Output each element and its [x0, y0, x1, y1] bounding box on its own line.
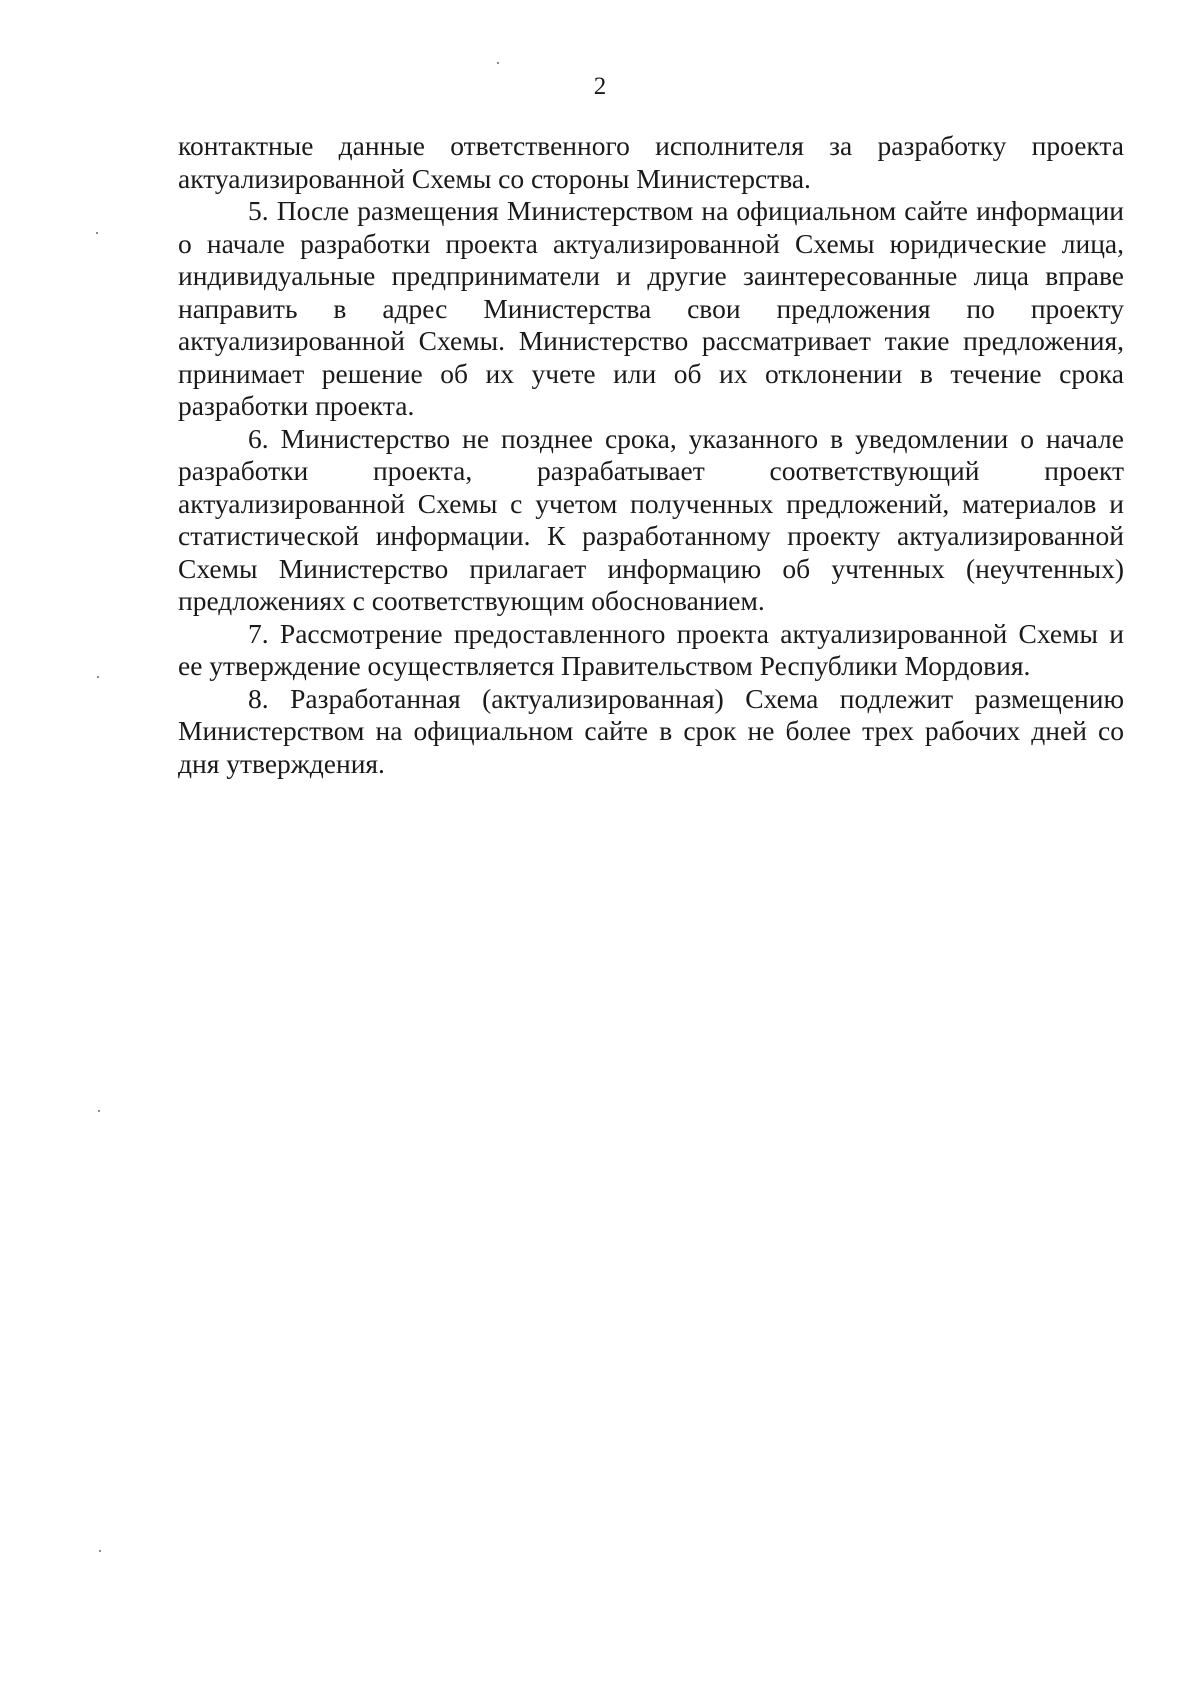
paragraph-item-5: 5. После размещения Министерством на официальном сайте информации о начале разработки проекта актуализированной Схемы юридические лица, индивидуальные предприниматели и другие заинтересованные лица вправе направить в адрес Министерства свои предложения по проекту актуализированной Схемы. Министерство рассматривает такие предложения, принимает решение об их учете или об их отклонении в течение срока разработки проекта.: [178, 195, 1124, 421]
paragraph-continuation: контактные данные ответственного исполнителя за разработку проекта актуализированной Схемы со стороны Министерства.: [178, 130, 1124, 194]
paragraph-item-7: 7. Рассмотрение предоставленного проекта актуализированной Схемы и ее утверждение осуществляется Правительством Республики Мордовия.: [178, 617, 1124, 681]
scan-artifact: [99, 1550, 101, 1552]
scan-artifact: [98, 1110, 100, 1112]
paragraph-item-6: 6. Министерство не позднее срока, указанного в уведомлении о начале разработки проекта, разрабатывает соответствующий проект актуализированной Схемы с учетом полученных предложений, материалов и статистической информации. К разработанному проекту актуализированной Схемы Министерство прилагает информацию об учтенных (неучтенных) предложениях с соответствующим обоснованием.: [178, 422, 1124, 616]
scan-artifact: [497, 62, 499, 64]
document-body: [178, 130, 1124, 780]
paragraph-item-8: 8. Разработанная (актуализированная) Схема подлежит размещению Министерством на официальном сайте в срок не более трех рабочих дней со дня утверждения.: [178, 682, 1124, 779]
scan-artifact: [96, 232, 98, 234]
page-number: 2: [593, 73, 607, 100]
scan-artifact: [97, 676, 99, 678]
